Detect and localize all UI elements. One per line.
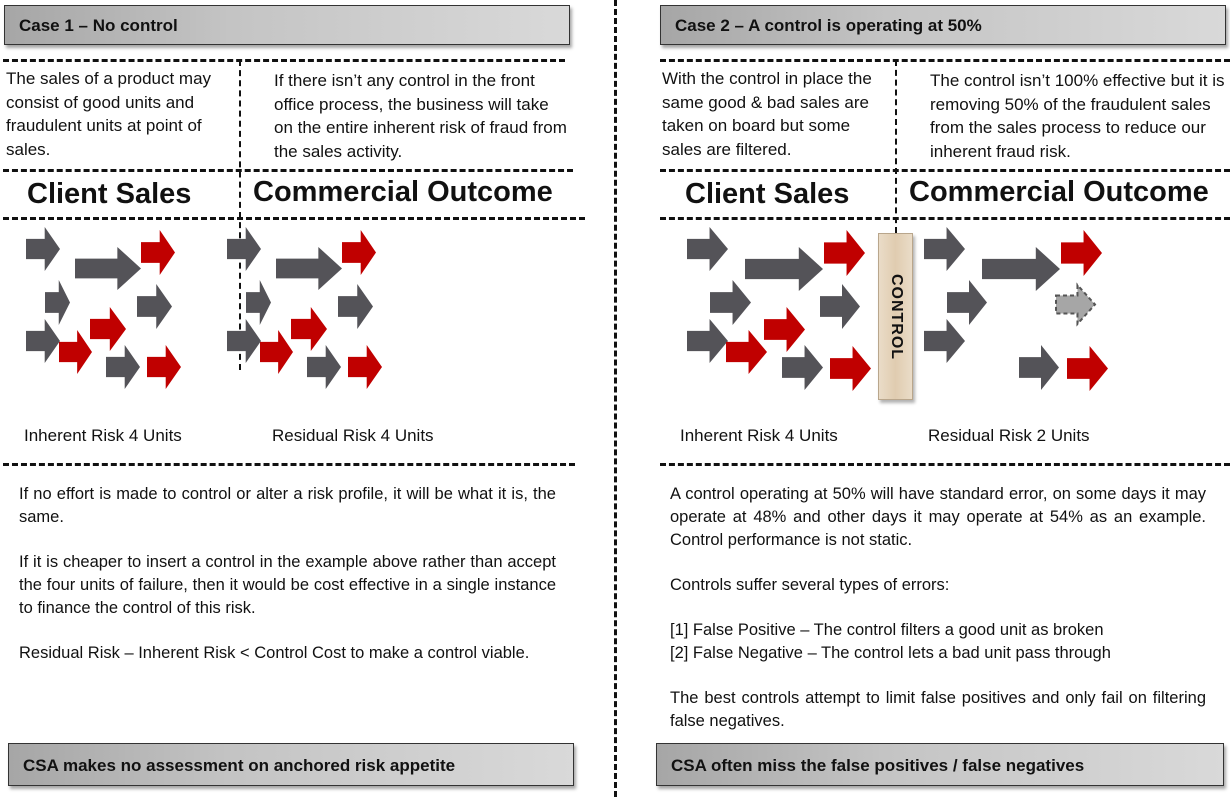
case2-residual-risk-label: Residual Risk 2 Units — [928, 426, 1090, 445]
fraud-unit-arrow-icon — [141, 230, 175, 275]
case1-title-bar: Case 1 – No control — [4, 5, 570, 45]
good-unit-arrow-icon — [307, 345, 341, 389]
good-unit-arrow-icon — [687, 227, 728, 271]
good-unit-arrow-icon — [687, 319, 728, 363]
case2-body-p5: The best controls attempt to limit false positives and only fail on filtering false negatives. — [670, 689, 1206, 730]
good-unit-arrow-icon — [1019, 345, 1059, 390]
good-unit-arrow-icon — [710, 280, 751, 325]
case1-footer-bar: CSA makes no assessment on anchored risk appetite — [8, 743, 574, 786]
good-unit-arrow-icon — [227, 227, 261, 271]
good-unit-arrow-icon — [106, 345, 140, 389]
good-unit-arrow-icon — [982, 247, 1060, 291]
case2-title-bar: Case 2 – A control is operating at 50% — [660, 5, 1226, 45]
good-unit-arrow-icon — [75, 247, 141, 290]
case2-inherent-risk-label: Inherent Risk 4 Units — [680, 426, 838, 445]
fraud-unit-arrow-icon — [824, 230, 865, 276]
good-unit-arrow-icon — [947, 280, 987, 325]
good-unit-arrow-icon — [137, 284, 172, 329]
good-unit-arrow-icon — [45, 280, 70, 325]
fraud-unit-arrow-icon — [830, 346, 871, 391]
case2-body-p3: [1] False Positive – The control filters a good unit as broken — [670, 621, 1104, 639]
case1-intro-left: The sales of a product may consist of good units and fraudulent units at point of sales. — [6, 69, 212, 159]
good-unit-arrow-icon — [276, 247, 342, 290]
case1-residual-risk-label: Residual Risk 4 Units — [272, 426, 434, 445]
fraud-unit-arrow-icon — [291, 307, 327, 351]
good-unit-arrow-icon — [246, 280, 271, 325]
control-label: CONTROL — [887, 273, 905, 360]
fraud-unit-arrow-icon — [1061, 230, 1102, 276]
fraud-unit-arrow-icon — [764, 307, 805, 352]
case2-intro-left: With the control in place the same good & bad sales are taken on board but some sales are filtered. — [662, 69, 872, 159]
fraud-unit-arrow-icon — [147, 345, 181, 389]
case2-heading-commercial-outcome: Commercial Outcome — [909, 176, 1209, 208]
good-unit-arrow-icon — [745, 247, 823, 291]
fraud-unit-arrow-icon — [1067, 346, 1108, 391]
case1-body-p3: Residual Risk – Inherent Risk < Control Cost to make a control viable. — [19, 644, 530, 662]
good-unit-arrow-icon — [26, 319, 60, 363]
case2-heading-client-sales: Client Sales — [685, 178, 850, 210]
good-unit-arrow-icon — [820, 284, 860, 329]
good-unit-arrow-icon — [227, 319, 261, 363]
fraud-unit-arrow-icon — [348, 345, 382, 389]
case1-intro-right: If there isn’t any control in the front office process, the business will take on the entire inherent risk of fraud from the sales activity. — [274, 71, 567, 161]
case1-body-p2: If it is cheaper to insert a control in the example above rather than accept the four units of failure, then it would be cost effective in a single instance to finance the control of this risk. — [19, 553, 556, 617]
case1-inherent-risk-label: Inherent Risk 4 Units — [24, 426, 182, 445]
fraud-unit-arrow-icon — [59, 330, 92, 374]
good-unit-arrow-icon — [338, 284, 373, 329]
case2-body-p1: A control operating at 50% will have standard error, on some days it may operate at 48% and other days it may operate at 54% as an example. Control performance is not static. — [670, 485, 1206, 549]
filtered-unit-arrow-icon — [1056, 285, 1095, 324]
good-unit-arrow-icon — [924, 319, 965, 363]
good-unit-arrow-icon — [782, 345, 823, 390]
fraud-unit-arrow-icon — [90, 307, 126, 351]
case2-body-p2: Controls suffer several types of errors: — [670, 576, 950, 594]
case2-footer-bar: CSA often miss the false positives / false negatives — [656, 743, 1224, 786]
case1-body-p1: If no effort is made to control or alter a risk profile, it will be what it is, the same. — [19, 485, 556, 526]
case2-body-p4: [2] False Negative – The control lets a bad unit pass through — [670, 644, 1111, 662]
good-unit-arrow-icon — [924, 227, 965, 271]
case1-heading-client-sales: Client Sales — [27, 178, 192, 210]
good-unit-arrow-icon — [26, 227, 60, 271]
case2-intro-right: The control isn’t 100% effective but it is removing 50% of the fraudulent sales from the sales process to reduce our inherent fraud risk. — [930, 71, 1225, 161]
fraud-unit-arrow-icon — [260, 330, 293, 374]
fraud-unit-arrow-icon — [342, 230, 376, 275]
case1-heading-commercial-outcome: Commercial Outcome — [253, 176, 553, 208]
fraud-unit-arrow-icon — [726, 330, 767, 374]
